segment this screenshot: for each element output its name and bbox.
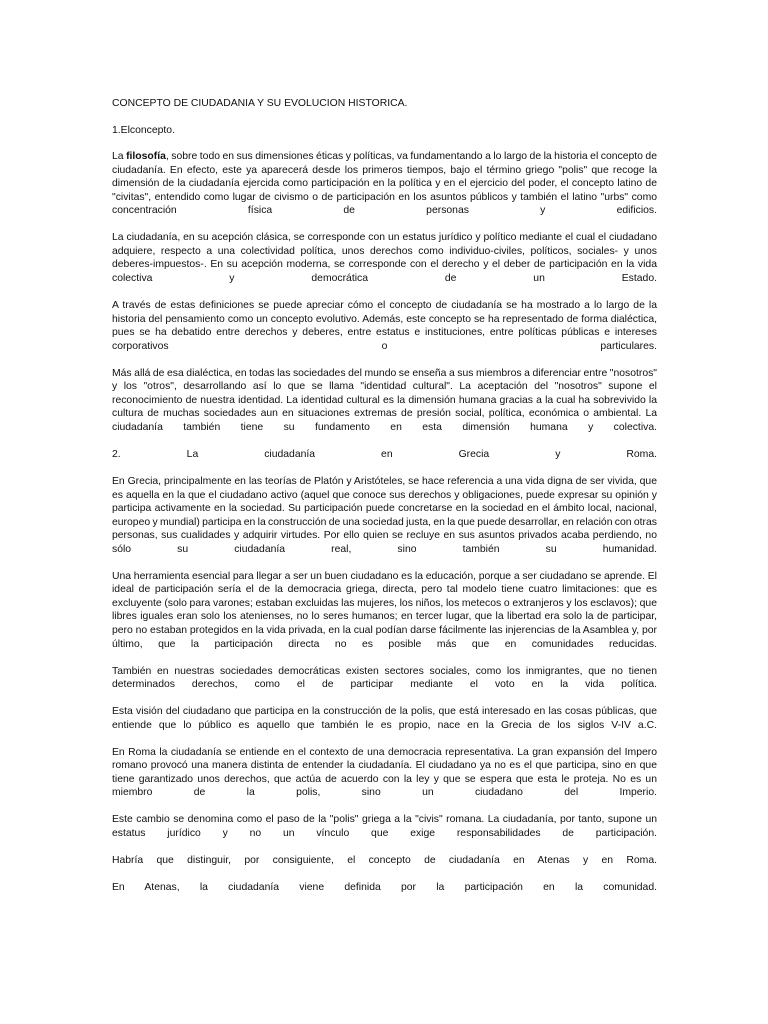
paragraph-identidad-cultural: Más allá de esa dialéctica, en todas las sociedades del mundo se enseña a sus miembros a diferenciar entre "nosotros" y los "otros", desarrollando así lo que se llama "identidad cultural". La aceptación del "nosotros" supone el reconocimiento de nuestra identidad. La identidad cultural es la dimensión humana gracias a la cual ha sobrevivido la cultura de muchas sociedades aun en situaciones extremas de presión social, política, económica o ambiental. La ciudadanía también tiene su fundamento en esta dimensión humana y colectiva. — [112, 367, 657, 433]
paragraph-inmigrantes: También en nuestras sociedades democráticas existen sectores sociales, como los inmigrantes, que no tienen determinados derechos, como el de participar mediante el voto en la vida política. — [112, 665, 657, 691]
document-title: CONCEPTO DE CIUDADANIA Y SU EVOLUCION HISTORICA. — [112, 98, 408, 109]
paragraph-acepcion-clasica: La ciudadanía, en su acepción clásica, se corresponde con un estatus jurídico y político mediante el cual el ciudadano adquiere, respecto a una colectividad política, unos derechos como individuo-civiles, políticos, sociales- y unos deberes-impuestos-. En su acepción moderna, se corresponde con el derecho y el deber de participación en la vida colectiva y democrática de un Estado. — [112, 232, 657, 284]
document-page — [112, 97, 657, 908]
paragraph-grecia: En Grecia, principalmente en las teorías de Platón y Aristóteles, se hace referencia a una vida digna de ser vivida, que es aquella en la que el ciudadano activo (aquel que conoce sus derechos y obligaciones, puede expresar su opinión y participa activamente en la sociedad. Su participación puede concretarse en la sociedad en el ámbito local, nacional, europeo y mundial) participa en la construcción de una sociedad justa, en la que puede desarrollar, en relación con otras personas, sus cualidades y adquirir virtudes. Por ello quien se recluye en sus asuntos privados acaba perdiendo, no sólo su ciudadanía real, sino también su humanidad. — [112, 475, 657, 555]
paragraph-distinguir: Habría que distinguir, por consiguiente, el concepto de ciudadanía en Atenas y en Roma. — [112, 855, 657, 867]
paragraph-polis-civis: Este cambio se denomina como el paso de la "polis" griega a la "civis" romana. La ciudadanía, por tanto, supone un estatus jurídico y no un vínculo que exige responsabilidades de participación. — [112, 814, 657, 839]
section-1-heading: 1.Elconcepto. — [112, 124, 175, 136]
paragraph-educacion: Una herramienta esencial para llegar a ser un buen ciudadano es la educación, porque a ser ciudadano se aprende. El ideal de participación sería el de la democracia griega, directa, pero tal modelo tiene cuatro limitaciones: que es excluyente (solo para varones; estaban excluidas las mujeres, los niños, los metecos o extranjeros y los esclavos); que libres iguales eran solo los atenienses, no lo seres humanos; en tercer lugar, que la libertad era solo la de participar, pero no estaban protegidos en la vida privada, en la cual podían darse fácilmente las injerencias de la Asamblea y, por último, que la participación directa no es posible más que en comunidades reducidas. — [112, 570, 657, 650]
paragraph-vision-ciudadano: Esta visión del ciudadano que participa en la construcción de la polis, que está interesado en las cosas públicas, que entiende que lo público es aquello que también le es propio, nace en la Grecia de los siglos V-IV a.C. — [112, 706, 657, 731]
paragraph-filosofia-lead: La — [112, 151, 127, 163]
paragraph-definiciones: A través de estas definiciones se puede apreciar cómo el concepto de ciudadanía se ha mostrado a lo largo de la historia del pensamiento como un concepto evolutivo. Además, este concepto se ha representado de forma dialéctica, pues se ha debatido entre derechos y deberes, entre estatus e instituciones, entre políticas públicas e intereses corporativos o particulares. — [112, 300, 657, 352]
bold-term-filosofia: filosofía — [126, 151, 166, 163]
paragraph-roma: En Roma la ciudadanía se entiende en el contexto de una democracia representativa. La gran expansión del Impero romano provocó una manera distinta de entender la ciudadanía. El ciudadano ya no es el que participa, sino en que tiene garantizado unos derechos, que actúa de acuerdo con la ley y que se espera que esta le proteja. No es un miembro de la polis, sino un ciudadano del Imperio. — [112, 746, 657, 799]
paragraph-filosofia — [112, 150, 657, 218]
paragraph-filosofia-body: , sobre todo en sus dimensiones éticas y políticas, va fundamentando a lo largo de la historia el concepto de ciudadanía. En efecto, este ya aparecerá desde los primeros tiempos, bajo el término griego "polis" que recoge la dimensión de la ciudadanía ejercida como participación en la política y en el ejercicio del poder, el concepto latino de "civitas", entendido como lugar de civismo o de participación en los asuntos públicos y también el latino "urbs" como concentración física de personas y edificios. — [112, 151, 657, 217]
section-2-heading: 2. La ciudadanía en Grecia y Roma. — [112, 448, 657, 460]
paragraph-atenas: En Atenas, la ciudadanía viene definida por la participación en la comunidad. — [112, 882, 657, 894]
